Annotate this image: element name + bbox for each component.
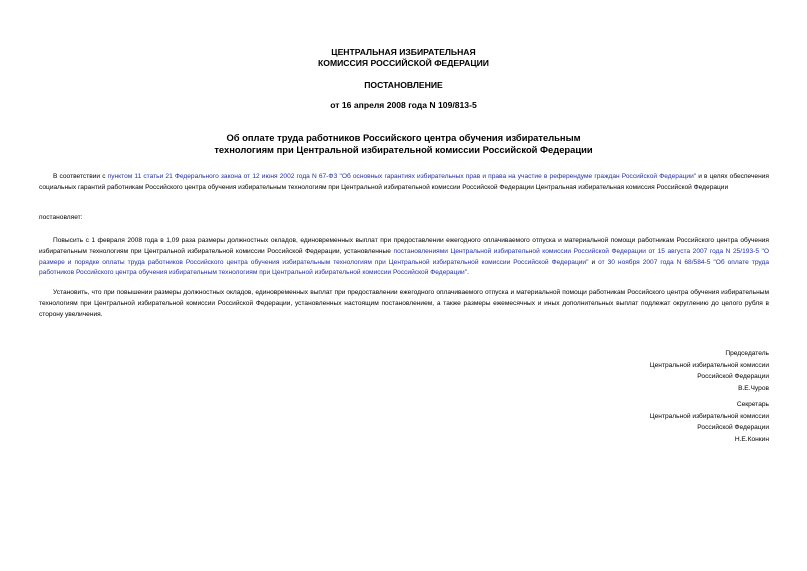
paragraph-resolves: постановляет: [39,214,83,221]
document-date-number: от 16 апреля 2008 года N 109/813-5 [330,100,477,110]
clause-1-suffix: . [467,269,469,277]
resolution-reference-link-2[interactable]: от 30 ноября 2007 года N 68/584-5 "Об оплате труда работников Российского центра обучения избирательным технологиям при Центральной избирательной комиссии Российской Федерации" [39,258,769,277]
resolution-reference-link-1[interactable]: постановлениями Центральной избирательной комиссии Российской Федерации от 15 августа 2007 года N 25/193-5 "О размере и порядке оплаты труда работников Российского центра обучения избирательным технологиям при Центральной избирательной комиссии Российской Федерации" [39,247,769,266]
title-line-2: технологиям при Центральной избирательной комиссии Российской Федерации [214,144,593,155]
signature-org-1: Центральной избирательной комиссии [649,412,769,420]
preamble-suffix: и в целях обеспечения социальных гарантий работникам Российского центра обучения избирательным технологиям при Центральной избирательной комиссии Российской Федерации Центральная избирательная комиссия Российской Федерации [39,173,769,191]
issuer-line-1: ЦЕНТРАЛЬНАЯ ИЗБИРАТЕЛЬНАЯ [331,47,476,57]
signature-role: Председатель [725,350,769,357]
signature-name: Н.Е.Конкин [734,435,769,443]
title-line-1: Об оплате труда работников Российского центра обучения избирательным [226,132,581,143]
signature-org-1: Центральной избирательной комиссии [649,361,769,369]
law-reference-link[interactable]: пунктом 11 статьи 21 Федерального закона от 12 июня 2002 года N 67-ФЗ "Об основных гарантиях избирательных прав и права на участие в референдуме граждан Российской Федерации" [107,173,697,180]
signature-secretary [529,399,769,445]
document-title [0,132,807,156]
paragraph-clause-1 [39,236,769,279]
signature-name: В.Е.Чуров [738,384,769,392]
preamble-prefix: В соответствии с [53,173,108,180]
issuer-header [0,47,807,69]
document-type: ПОСТАНОВЛЕНИЕ [364,80,443,90]
signature-org-2: Российской Федерации [697,424,769,431]
paragraph-clause-2: Установить, что при повышении размеры должностных окладов, единовременных выплат при предоставлении ежегодного оплачиваемого отпуска и материальной помощи работникам Российского центра обучения избирательным технологиям при Центральной избирательной комиссии Российской Федерации, установленных настоящим постановлением, а также размеры ежемесячных и иных дополнительных выплат подлежат округлению до целого рубля в сторону увеличения. [39,289,769,318]
signature-org-2: Российской Федерации [697,373,769,380]
clause-1-mid: и [588,258,599,266]
signature-role: Секретарь [736,401,769,408]
clause-1-prefix: Повысить с 1 февраля 2008 года в 1,09 раза размеры должностных окладов, единовременных выплат при предоставлении ежегодного оплачиваемого отпуска и материальной помощи работникам Российского центра обучения избирательным технологиям при Центральной избирательной комиссии Российской Федерации, установленные [39,237,769,255]
paragraph-preamble [39,172,769,194]
issuer-line-2: КОМИССИЯ РОССИЙСКОЙ ФЕДЕРАЦИИ [318,58,489,68]
signature-chairman [529,348,769,394]
